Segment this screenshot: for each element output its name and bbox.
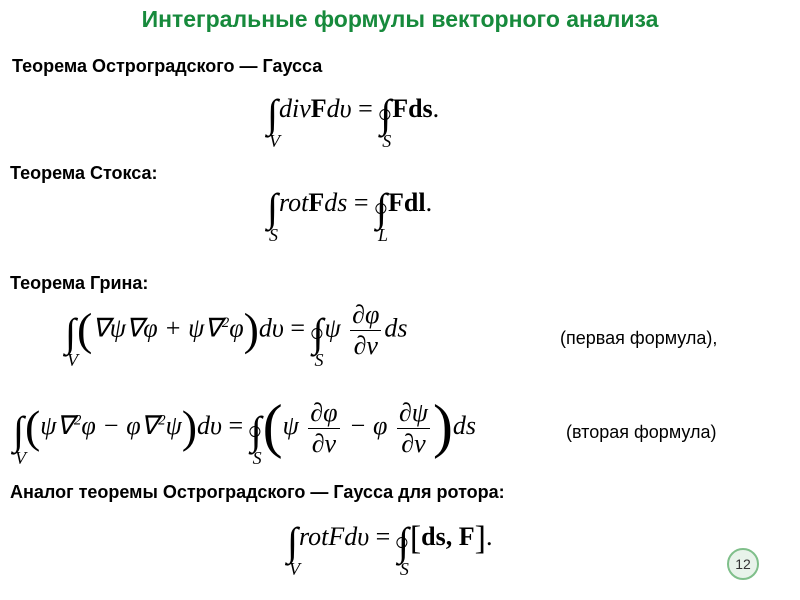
green-second-formula: ∫ V (ψ∇$^2$φ − φ∇$^2$ψ)dυ = ∫ S (ψ $\frac{\partial\varphi}{\partial\nu}$ − φ $\frac{\partial\psi}{\partial\nu}$ )ds [13, 393, 477, 468]
green-first-formula: ∫ V (∇ψ∇φ + ψ∇$^2$φ)dυ = ∫ S ψ $\frac{\partial\varphi}{\partial\nu}$ ds [65, 300, 408, 371]
gauss-heading: Теорема Остроградского — Гаусса [12, 56, 323, 76]
rotor-heading: Аналог теоремы Остроградского — Гаусса для ротора: [10, 482, 505, 502]
green-heading: Теорема Грина: [10, 273, 149, 293]
rotor-formula: ∫ V rotFdυ = ∫ S [ds, F]. [287, 519, 493, 579]
page-number-badge: 12 [727, 548, 759, 580]
gauss-formula: ∫ V divFdυ = ∫ S Fds. [267, 91, 440, 151]
green-second-note: (вторая формула) [566, 422, 717, 442]
slide-title: Интегральные формулы векторного анализа [141, 6, 659, 32]
green-first-note: (первая формула), [560, 328, 718, 348]
stokes-heading: Теорема Стокса: [10, 163, 158, 183]
stokes-formula: ∫ S rotFds = ∫ L Fdl. [267, 185, 433, 245]
